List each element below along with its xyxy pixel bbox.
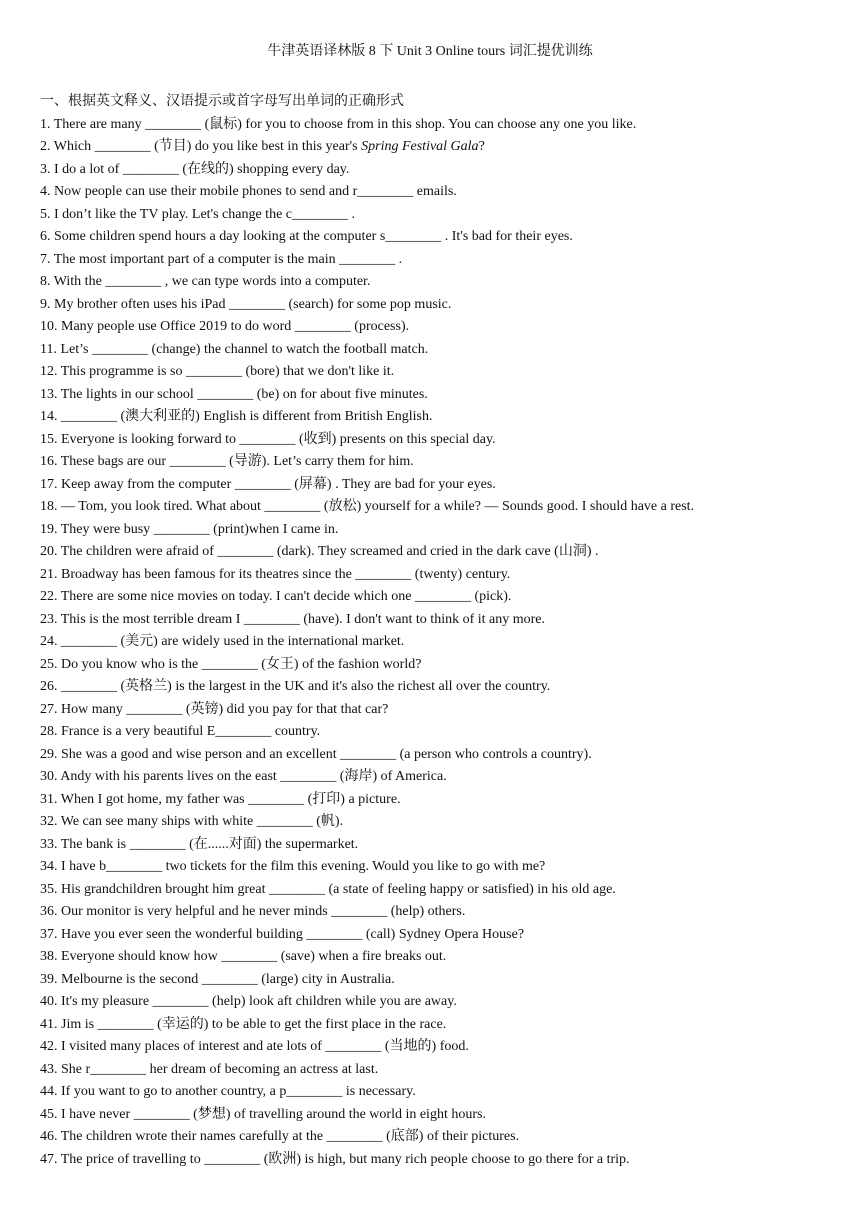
exercise-item: [40, 969, 820, 992]
exercise-text: 19. They were busy ________ (print)when I came in.: [40, 521, 339, 537]
exercise-item: [40, 294, 820, 317]
exercise-item: [40, 159, 820, 182]
exercise-item: [40, 879, 820, 902]
exercise-item: [40, 226, 820, 249]
exercise-text: 9. My brother often uses his iPad ________ (search) for some pop music.: [40, 296, 452, 312]
exercise-item: [40, 744, 820, 767]
exercise-text: 7. The most important part of a computer is the main ________ .: [40, 251, 403, 267]
exercise-text: 15. Everyone is looking forward to ________ (收到) presents on this special day.: [40, 431, 496, 447]
exercise-text: 35. His grandchildren brought him great ________ (a state of feeling happy or satisfied) in his old age.: [40, 881, 616, 897]
exercise-text: 41. Jim is ________ (幸运的) to be able to get the first place in the race.: [40, 1016, 447, 1032]
exercise-item: [40, 316, 820, 339]
exercise-text: 17. Keep away from the computer ________ (屏幕) . They are bad for your eyes.: [40, 476, 496, 492]
exercise-text: 22. There are some nice movies on today. I can't decide which one ________ (pick).: [40, 589, 512, 604]
exercise-item: [40, 541, 820, 564]
exercise-text: 47. The price of travelling to ________ (欧洲) is high, but many rich people choose to go there for a trip.: [40, 1151, 630, 1167]
exercise-item: [40, 946, 820, 969]
exercise-item: [40, 609, 820, 632]
exercise-text: 12. This programme is so ________ (bore) that we don't like it.: [40, 364, 395, 379]
exercise-item: [40, 834, 820, 857]
exercise-item: [40, 429, 820, 452]
exercise-item: [40, 856, 820, 879]
exercise-item: [40, 406, 820, 429]
exercise-text: 40. It's my pleasure ________ (help) look aft children while you are away.: [40, 994, 457, 1009]
exercise-text: 13. The lights in our school ________ (be) on for about five minutes.: [40, 386, 428, 402]
exercise-item: [40, 654, 820, 677]
exercise-item: [40, 181, 820, 204]
exercise-text: ?: [478, 139, 485, 154]
exercise-text: 36. Our monitor is very helpful and he never minds ________ (help) others.: [40, 904, 466, 919]
exercise-text: 5. I don’t like the TV play. Let's change the c________ .: [40, 206, 355, 222]
exercise-text: 20. The children were afraid of ________ (dark). They screamed and cried in the dark cave (山洞) .: [40, 544, 599, 559]
exercise-item: [40, 204, 820, 227]
exercise-item: [40, 271, 820, 294]
exercise-item: [40, 564, 820, 587]
exercise-text: 23. This is the most terrible dream I ________ (have). I don't want to think of it any more.: [40, 611, 545, 627]
exercise-text: 3. I do a lot of ________ (在线的) shopping every day.: [40, 161, 350, 177]
exercise-text: 46. The children wrote their names carefully at the ________ (底部) of their pictures.: [40, 1129, 520, 1144]
exercise-text: 39. Melbourne is the second ________ (large) city in Australia.: [40, 971, 395, 987]
exercise-item: [40, 519, 820, 542]
exercise-text: 33. The bank is ________ (在......对面) the supermarket.: [40, 836, 359, 852]
exercise-item: [40, 811, 820, 834]
exercise-item: [40, 631, 820, 654]
exercise-text: 18. — Tom, you look tired. What about ________ (放松) yourself for a while? — Sounds good. I should have a rest.: [40, 499, 695, 514]
exercise-text: 30. Andy with his parents lives on the east ________ (海岸) of America.: [40, 769, 447, 784]
exercise-item: [40, 586, 820, 609]
exercise-item: [40, 451, 820, 474]
exercise-text: 28. France is a very beautiful E________ country.: [40, 724, 321, 739]
exercise-item: [40, 136, 820, 159]
exercise-item: [40, 361, 820, 384]
exercise-text: 25. Do you know who is the ________ (女王) of the fashion world?: [40, 656, 422, 672]
exercise-text: 26. ________ (英格兰) is the largest in the UK and it's also the richest all over the country.: [40, 679, 551, 694]
exercise-text: 42. I visited many places of interest and ate lots of ________ (当地的) food.: [40, 1039, 469, 1054]
exercise-text: 37. Have you ever seen the wonderful building ________ (call) Sydney Opera House?: [40, 926, 525, 942]
exercise-item: [40, 1014, 820, 1037]
exercise-item: [40, 1036, 820, 1059]
exercise-item: [40, 991, 820, 1014]
exercise-text: 2. Which ________ (节目) do you like best in this year's: [40, 139, 362, 154]
document-title: 牛津英语译林版 8 下 Unit 3 Online tours 词汇提优训练: [267, 44, 593, 59]
exercise-text: 1. There are many ________ (鼠标) for you to choose from in this shop. You can choose any one you like.: [40, 116, 637, 132]
exercise-item: [40, 1081, 820, 1104]
exercise-item: [40, 676, 820, 699]
exercise-item: [40, 789, 820, 812]
exercise-item: [40, 339, 820, 362]
exercise-item: [40, 1059, 820, 1082]
exercise-item: [40, 1126, 820, 1149]
exercise-list: [40, 114, 820, 1172]
exercise-item: [40, 924, 820, 947]
exercise-text: 11. Let’s ________ (change) the channel to watch the football match.: [40, 341, 429, 357]
exercise-text: 29. She was a good and wise person and an excellent ________ (a person who controls a country).: [40, 746, 592, 762]
exercise-text: 24. ________ (美元) are widely used in the international market.: [40, 634, 405, 649]
exercise-item: [40, 249, 820, 272]
exercise-item: [40, 901, 820, 924]
exercise-text: 16. These bags are our ________ (导游). Let’s carry them for him.: [40, 454, 414, 469]
exercise-item: [40, 1149, 820, 1172]
exercise-text: 6. Some children spend hours a day looking at the computer s________ . It's bad for their eyes.: [40, 229, 573, 244]
exercise-item: [40, 474, 820, 497]
exercise-text: 34. I have b________ two tickets for the film this evening. Would you like to go with me?: [40, 859, 546, 874]
exercise-text: 43. She r________ her dream of becoming an actress at last.: [40, 1061, 379, 1077]
exercise-item: [40, 384, 820, 407]
exercise-text: 38. Everyone should know how ________ (save) when a fire breaks out.: [40, 949, 447, 964]
exercise-text: 32. We can see many ships with white ________ (帆).: [40, 814, 344, 829]
exercise-text: 31. When I got home, my father was ________ (打印) a picture.: [40, 791, 401, 807]
exercise-text: 8. With the ________ , we can type words into a computer.: [40, 274, 371, 289]
exercise-item: [40, 766, 820, 789]
exercise-item: [40, 114, 820, 137]
exercise-item: [40, 1104, 820, 1127]
exercise-text: 21. Broadway has been famous for its theatres since the ________ (twenty) century.: [40, 566, 511, 582]
exercise-text: 27. How many ________ (英镑) did you pay for that that car?: [40, 701, 389, 717]
exercise-text: 4. Now people can use their mobile phones to send and r________ emails.: [40, 184, 457, 199]
exercise-italic-text: Spring Festival Gala: [361, 139, 479, 154]
exercise-item: [40, 496, 820, 519]
section-heading: 一、根据英文释义、汉语提示或首字母写出单词的正确形式: [40, 94, 404, 109]
exercise-text: 45. I have never ________ (梦想) of travelling around the world in eight hours.: [40, 1106, 486, 1122]
exercise-item: [40, 721, 820, 744]
exercise-text: 44. If you want to go to another country, a p________ is necessary.: [40, 1084, 416, 1099]
exercise-item: [40, 699, 820, 722]
exercise-text: 10. Many people use Office 2019 to do word ________ (process).: [40, 319, 410, 334]
exercise-text: 14. ________ (澳大利亚的) English is different from British English.: [40, 409, 433, 424]
